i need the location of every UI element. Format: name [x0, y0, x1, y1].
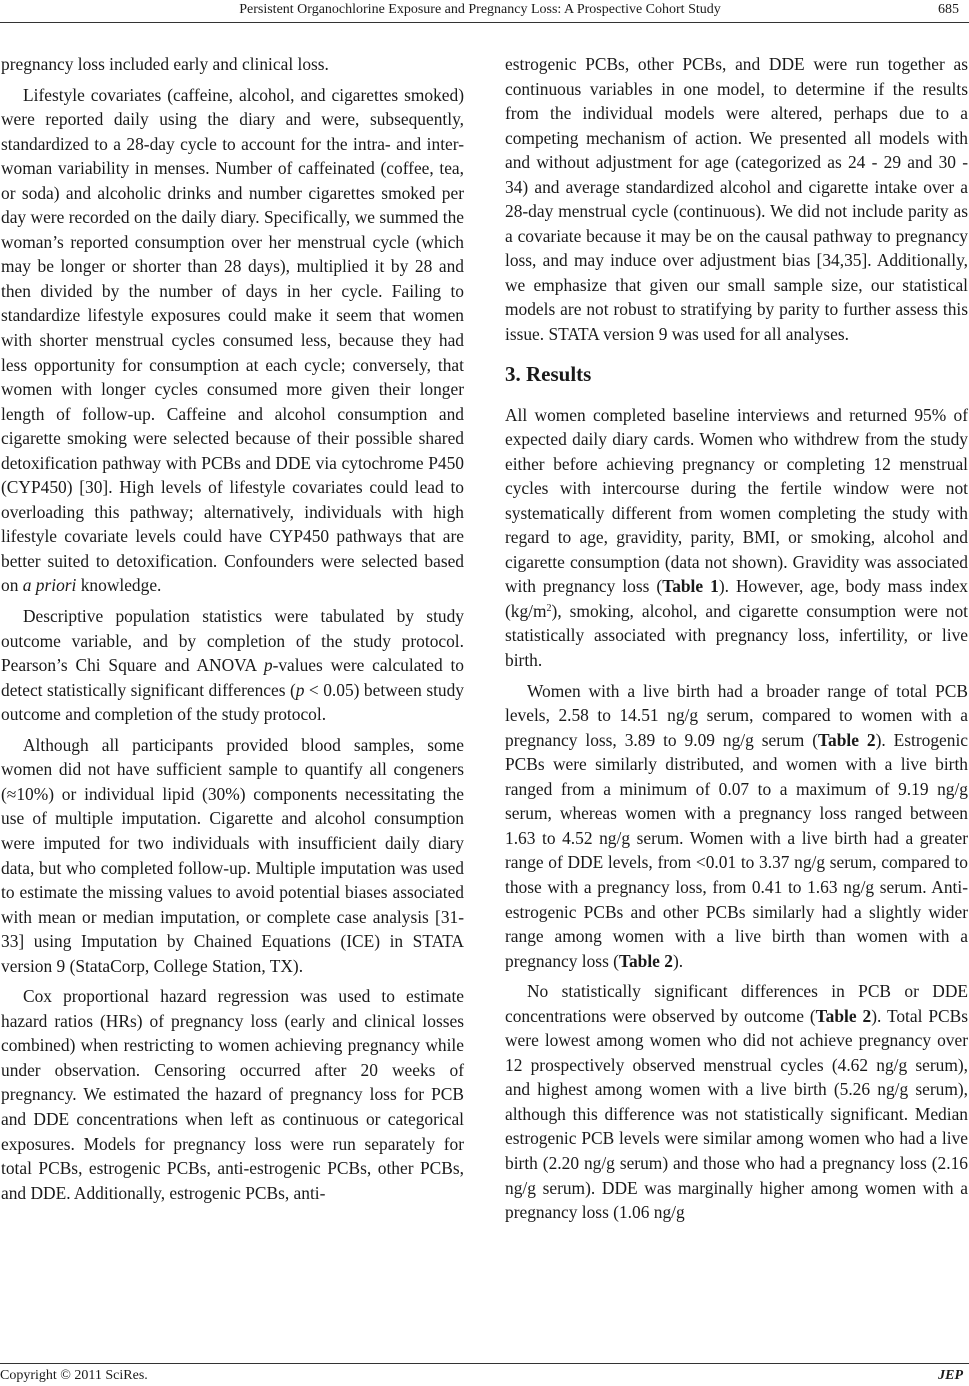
table-reference: Table 2	[815, 1005, 872, 1026]
running-header	[0, 0, 969, 23]
paragraph-results-intro: All women completed baseline interviews and returned 95% of expected daily diary cards. Women who withdrew from the study either before achieving pregnancy or completing 12 menstrual cycles with intercourse during the fertile window were not systematically different from women completing the study with regard to age, gravidity, parity, BMI, or smoking, alcohol and cigarette consumption (data not shown). Gravidity was associated with pregnancy loss (Table 1). However, age, body mass index $(kg/m^2)$, smoking, alcohol, and cigarette consumption were not statistically associated with pregnancy loss, infertility, or live birth.	[505, 404, 968, 671]
paragraph-cox-regression: Cox proportional hazard regression was used to estimate hazard ratios (HRs) of pregnancy loss (early and clinical losses combined) when restricting to women achieving pregnancy while under observation. Censoring occurred after 20 weeks of pregnancy. We estimated the hazard of pregnancy loss for PCB and DDE concentrations when left as continuous or categorical exposures. Models for pregnancy loss were run separately for total PCBs, estrogenic PCBs, anti-estrogenic PCBs, other PCBs, and DDE. Additionally, estrogenic PCBs, anti-	[1, 986, 464, 1203]
paragraph-descriptive-statistics: Descriptive population statistics were tabulated by study outcome variable, and by completion of the study protocol. Pearson’s Chi Square and ANOVA p-values were calculated to detect statistically significant differences (p < 0.05) between study outcome and completion of the study protocol.	[1, 606, 464, 725]
right-column	[505, 52, 968, 1231]
paragraph-continued: pregnancy loss included early and clinical loss.	[1, 54, 329, 74]
table-reference: Table 2	[818, 729, 876, 750]
table-reference: Table 2	[618, 950, 673, 971]
paragraph-models-continued: estrogenic PCBs, other PCBs, and DDE were run together as continuous variables in one model, to determine if the results from the individual models were altered, perhaps due to a competing mechanism of action. We presented all models with and without adjustment for age (categorized as 24 - 29 and 30 - 34) and average standardized alcohol and cigarette intake over a 28-day menstrual cycle (continuous). We did not include parity as a covariate because it may be on the causal pathway to pregnancy loss, and may induce over adjustment bias [34,35]. Additionally, we emphasize that given our small sample size, our statistical models are not robust to stratifying by parity to further assess this issue. STATA version 9 was used for all analyses.	[505, 54, 968, 345]
running-title: Persistent Organochlorine Exposure and Pregnancy Loss: A Prospective Cohort Study	[239, 2, 721, 17]
paragraph-lifestyle-covariates: Lifestyle covariates (caffeine, alcohol, and cigarettes smoked) were reported daily using the diary and were, subsequently, standardized to a 28-day cycle to account for the intra- and inter-woman variability in menses. Number of caffeinated (coffee, tea, or soda) and alcoholic drinks and number cigarettes smoked per day were recorded on the daily diary. Specifically, we summed the woman’s reported consumption over her menstrual cycle (which may be longer or shorter than 28 days), multiplied it by 28 and then divided by the number of days in her cycle. Failing to standardize lifestyle exposures could make it seem that women with shorter menstrual cycles consumed less, because they had less opportunity for consumption at each cycle; conversely, that women with longer cycles consumed more given their longer length of follow-up. Caffeine and alcohol consumption and cigarette smoking were selected because of their possible shared detoxification pathway with PCBs and DDE via cytochrome P450 (CYP450) [30]. High levels of lifestyle covariates could lead to overloading this pathway; alternatively, individuals with high lifestyle covariate levels could have CYP450 pathways that are better suited to detoxification. Confounders were selected based on a priori knowledge.	[1, 84, 464, 596]
paragraph-pcb-ranges: Women with a live birth had a broader range of total PCB levels, 2.58 to 14.51 ng/g serum, compared to women with a pregnancy loss, 3.89 to 9.09 ng/g serum (Table 2). Estrogenic PCBs were similarly distributed, and women with a live birth ranged from a minimum of 0.07 to a maximum of 9.19 ng/g serum, whereas women with a pregnancy loss ranged between 1.63 to 4.52 ng/g serum. Women with a live birth had a greater range of DDE levels, from <0.01 to 3.37 ng/g serum, compared to those with a pregnancy loss, from 0.41 to 1.63 ng/g serum. Anti-estrogenic PCBs and other PCBs similarly had a slightly wider range among women with a live birth than women with a pregnancy loss (Table 2).	[505, 680, 969, 971]
page-number: 685	[938, 2, 959, 17]
paragraph-multiple-imputation: Although all participants provided blood samples, some women did not have sufficient sample to quantify all congeners (≈10%) or individual lipid (30%) components necessitating the use of multiple imputation. Cigarette and alcohol consumption were imputed for two individuals with insufficient daily diary data, but who completed follow-up. Multiple imputation was used to estimate the missing values to avoid potential biases associated with mean or median imputation, or complete case analysis [31-33] using Imputation by Chained Equations (ICE) in STATA version 9 (StataCorp, College Station, TX).	[1, 734, 464, 976]
copyright-notice: Copyright © 2011 SciRes.	[0, 1368, 148, 1383]
section-heading-results: 3. Results	[505, 361, 592, 386]
page-footer	[0, 1363, 969, 1386]
paragraph-outcome-differences: No statistically significant differences in PCB or DDE concentrations were observed by outcome (Table 2). Total PCBs were lowest among women who did not achieve pregnancy over 12 prospectively observed menstrual cycles (4.62 ng/g serum), and highest among women with a live birth (5.26 ng/g serum), although this difference was not statistically significant. Median estrogenic PCB levels were similar among women who had a live birth (2.20 ng/g serum) and those who had a pregnancy loss (2.16 ng/g serum). DDE was marginally higher among women with a pregnancy loss (1.06 ng/g	[505, 981, 968, 1223]
table-reference: Table 1	[662, 576, 719, 597]
left-column	[1, 52, 464, 1211]
journal-abbreviation: JEP	[938, 1368, 963, 1383]
